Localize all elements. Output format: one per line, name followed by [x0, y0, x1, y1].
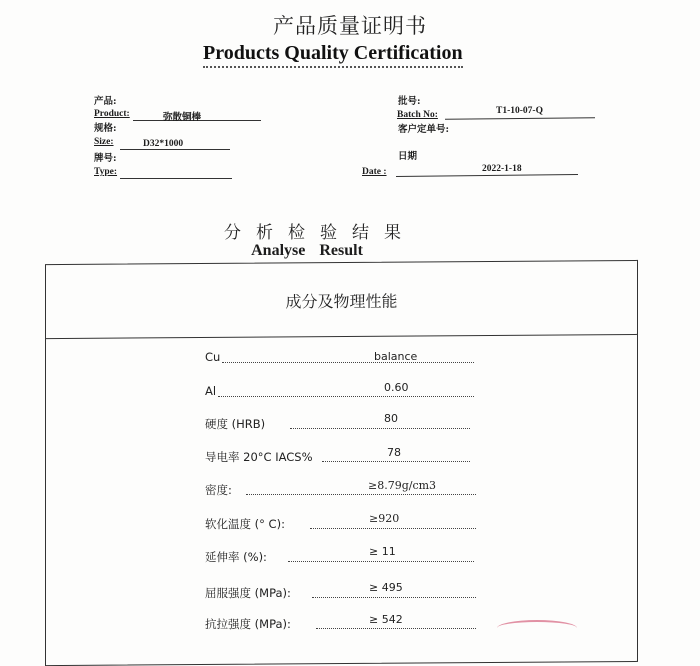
- property-label: 软化温度 (° C):: [205, 517, 285, 531]
- property-value: 80: [384, 412, 398, 425]
- date-label-en: Date :: [362, 167, 387, 177]
- analysis-heading-cn: 分析检验结果: [224, 223, 416, 243]
- brand-label-cn: 牌号:: [94, 153, 117, 164]
- size-underline: [120, 149, 230, 150]
- batch-label-cn: 批号:: [398, 96, 421, 107]
- date-underline: [396, 174, 578, 177]
- dotted-leader: [218, 396, 474, 397]
- title-english: Products Quality Certification: [203, 42, 463, 68]
- property-value: ≥ 11: [369, 545, 396, 558]
- product-label-en: Product:: [94, 109, 130, 119]
- property-label: 屈服强度 (MPa):: [205, 586, 291, 600]
- dotted-leader: [290, 428, 470, 429]
- results-table-title: 成分及物理性能: [285, 291, 398, 312]
- date-value: 2022-1-18: [482, 164, 522, 174]
- property-label: 导电率 20°C IACS%: [205, 450, 313, 464]
- property-label: 密度:: [205, 483, 232, 497]
- size-label-en: Size:: [94, 137, 114, 147]
- dotted-leader: [288, 561, 474, 562]
- date-label-cn: 日期: [398, 151, 418, 162]
- property-value: ≥ 542: [369, 613, 403, 626]
- title-chinese: 产品质量证明书: [273, 14, 427, 38]
- property-label: Al: [205, 384, 217, 398]
- property-label: 硬度 (HRB): [205, 417, 266, 431]
- analysis-heading-en: Analyse Result: [251, 242, 363, 259]
- property-label: 抗拉强度 (MPa):: [205, 617, 291, 631]
- dotted-leader: [316, 628, 476, 629]
- spec-label-cn: 规格:: [94, 123, 117, 134]
- batch-underline: [445, 117, 595, 120]
- property-value: ≥8.79g/cm3: [368, 479, 437, 492]
- property-value: ≥ 495: [369, 581, 403, 594]
- type-label-en: Type:: [94, 167, 118, 177]
- property-label: 延伸率 (%):: [205, 550, 267, 564]
- dotted-leader: [322, 461, 470, 462]
- property-value: ≥920: [369, 512, 400, 525]
- type-underline: [120, 178, 232, 179]
- property-value: 78: [387, 446, 401, 459]
- batch-value: T1-10-07-Q: [496, 106, 543, 116]
- product-value: 弥散铜棒: [163, 112, 202, 123]
- results-table: [45, 260, 638, 666]
- property-value: balance: [374, 350, 418, 363]
- dotted-leader: [312, 597, 476, 598]
- order-label-cn: 客户定单号:: [398, 124, 450, 135]
- results-table-header: [46, 261, 637, 339]
- batch-label-en: Batch No:: [397, 110, 438, 120]
- dotted-leader: [222, 362, 474, 363]
- product-label-cn: 产品:: [94, 96, 117, 107]
- property-label: Cu: [205, 350, 221, 364]
- dotted-leader: [246, 494, 476, 495]
- property-value: 0.60: [384, 381, 409, 394]
- size-value: D32*1000: [143, 139, 184, 149]
- dotted-leader: [310, 528, 476, 529]
